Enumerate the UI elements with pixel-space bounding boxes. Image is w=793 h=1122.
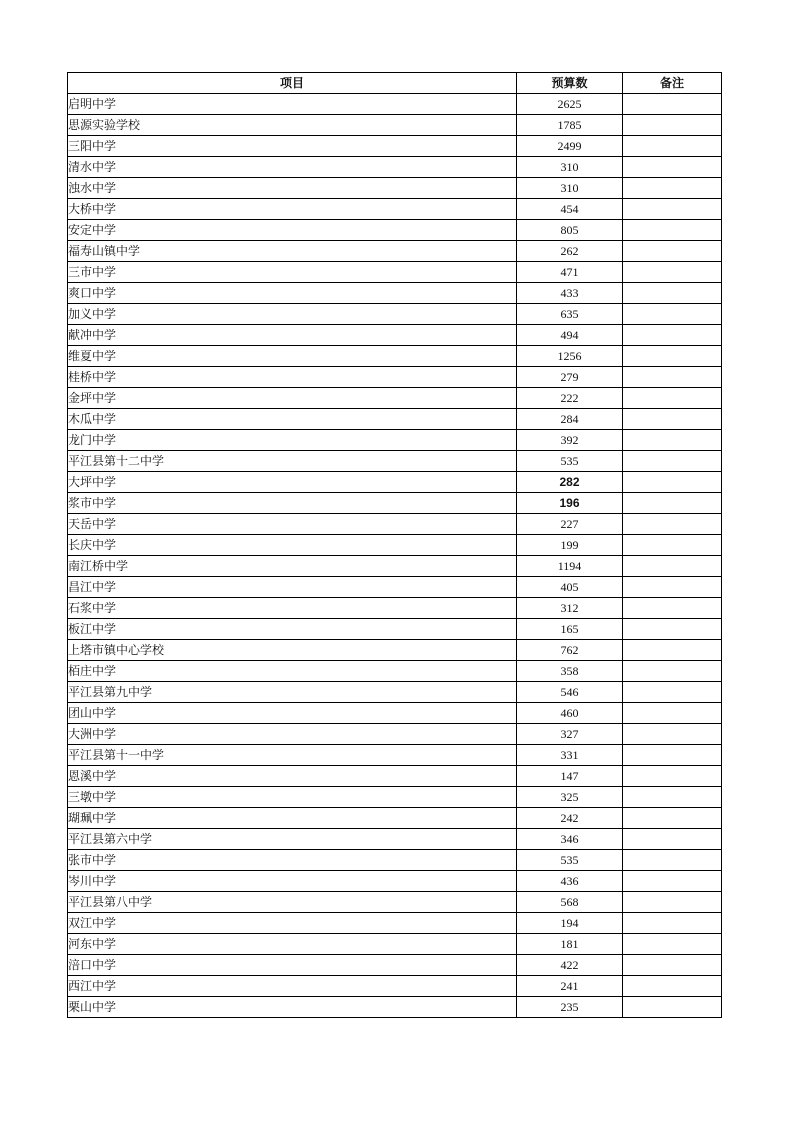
remark-cell xyxy=(623,766,722,787)
school-name-cell: 双江中学 xyxy=(68,913,517,934)
table-row xyxy=(68,346,722,367)
table-row xyxy=(68,619,722,640)
remark-cell xyxy=(623,367,722,388)
table-body xyxy=(68,94,722,1018)
table-row xyxy=(68,808,722,829)
table-row xyxy=(68,913,722,934)
table-row xyxy=(68,640,722,661)
school-name-cell: 浆市中学 xyxy=(68,493,517,514)
table-header-row xyxy=(68,73,722,94)
table-row xyxy=(68,325,722,346)
table-row xyxy=(68,577,722,598)
budget-amount-cell: 346 xyxy=(517,829,623,850)
remark-cell xyxy=(623,430,722,451)
school-name-cell: 平江县第十一中学 xyxy=(68,745,517,766)
budget-amount-cell: 331 xyxy=(517,745,623,766)
table-row xyxy=(68,745,722,766)
budget-amount-cell: 279 xyxy=(517,367,623,388)
remark-cell xyxy=(623,892,722,913)
budget-amount-cell: 310 xyxy=(517,157,623,178)
table-row xyxy=(68,955,722,976)
budget-amount-cell: 327 xyxy=(517,724,623,745)
budget-amount-cell: 535 xyxy=(517,850,623,871)
remark-cell xyxy=(623,913,722,934)
school-name-cell: 桂桥中学 xyxy=(68,367,517,388)
budget-table xyxy=(67,72,722,1018)
table-row xyxy=(68,787,722,808)
table-row xyxy=(68,304,722,325)
budget-amount-cell: 282 xyxy=(517,472,623,493)
budget-amount-cell: 310 xyxy=(517,178,623,199)
budget-amount-cell: 635 xyxy=(517,304,623,325)
school-name-cell: 龙门中学 xyxy=(68,430,517,451)
table-row xyxy=(68,241,722,262)
table-row xyxy=(68,682,722,703)
remark-cell xyxy=(623,388,722,409)
table-row xyxy=(68,535,722,556)
remark-cell xyxy=(623,934,722,955)
table-row xyxy=(68,850,722,871)
table-row xyxy=(68,997,722,1018)
school-name-cell: 木瓜中学 xyxy=(68,409,517,430)
table-row xyxy=(68,556,722,577)
table-row xyxy=(68,976,722,997)
school-name-cell: 安定中学 xyxy=(68,220,517,241)
budget-amount-cell: 568 xyxy=(517,892,623,913)
budget-amount-cell: 325 xyxy=(517,787,623,808)
school-name-cell: 上塔市镇中心学校 xyxy=(68,640,517,661)
school-name-cell: 石浆中学 xyxy=(68,598,517,619)
remark-cell xyxy=(623,178,722,199)
budget-amount-cell: 405 xyxy=(517,577,623,598)
school-name-cell: 团山中学 xyxy=(68,703,517,724)
remark-cell xyxy=(623,115,722,136)
remark-cell xyxy=(623,472,722,493)
table-row xyxy=(68,283,722,304)
remark-cell xyxy=(623,703,722,724)
school-name-cell: 板江中学 xyxy=(68,619,517,640)
remark-cell xyxy=(623,808,722,829)
school-name-cell: 平江县第六中学 xyxy=(68,829,517,850)
remark-cell xyxy=(623,535,722,556)
header-remark: 备注 xyxy=(623,73,722,94)
remark-cell xyxy=(623,556,722,577)
budget-amount-cell: 436 xyxy=(517,871,623,892)
school-name-cell: 思源实验学校 xyxy=(68,115,517,136)
school-name-cell: 栗山中学 xyxy=(68,997,517,1018)
table-row xyxy=(68,661,722,682)
table-row xyxy=(68,766,722,787)
school-name-cell: 大洲中学 xyxy=(68,724,517,745)
school-name-cell: 献冲中学 xyxy=(68,325,517,346)
school-name-cell: 启明中学 xyxy=(68,94,517,115)
remark-cell xyxy=(623,304,722,325)
budget-amount-cell: 762 xyxy=(517,640,623,661)
remark-cell xyxy=(623,220,722,241)
table-row xyxy=(68,703,722,724)
school-name-cell: 岑川中学 xyxy=(68,871,517,892)
remark-cell xyxy=(623,598,722,619)
school-name-cell: 昌江中学 xyxy=(68,577,517,598)
budget-amount-cell: 222 xyxy=(517,388,623,409)
remark-cell xyxy=(623,241,722,262)
budget-amount-cell: 181 xyxy=(517,934,623,955)
remark-cell xyxy=(623,745,722,766)
budget-amount-cell: 2625 xyxy=(517,94,623,115)
table-row xyxy=(68,598,722,619)
table-row xyxy=(68,94,722,115)
table-row xyxy=(68,178,722,199)
school-name-cell: 平江县第十二中学 xyxy=(68,451,517,472)
remark-cell xyxy=(623,262,722,283)
remark-cell xyxy=(623,955,722,976)
table-row xyxy=(68,430,722,451)
table-row xyxy=(68,514,722,535)
school-name-cell: 瑚珮中学 xyxy=(68,808,517,829)
table-row xyxy=(68,115,722,136)
school-name-cell: 张市中学 xyxy=(68,850,517,871)
budget-amount-cell: 242 xyxy=(517,808,623,829)
school-name-cell: 爽口中学 xyxy=(68,283,517,304)
budget-amount-cell: 262 xyxy=(517,241,623,262)
budget-amount-cell: 1194 xyxy=(517,556,623,577)
remark-cell xyxy=(623,346,722,367)
budget-amount-cell: 546 xyxy=(517,682,623,703)
table-row xyxy=(68,367,722,388)
table-row xyxy=(68,934,722,955)
school-name-cell: 三阳中学 xyxy=(68,136,517,157)
budget-amount-cell: 194 xyxy=(517,913,623,934)
school-name-cell: 大坪中学 xyxy=(68,472,517,493)
budget-amount-cell: 147 xyxy=(517,766,623,787)
table-row xyxy=(68,157,722,178)
school-name-cell: 清水中学 xyxy=(68,157,517,178)
school-name-cell: 长庆中学 xyxy=(68,535,517,556)
remark-cell xyxy=(623,514,722,535)
budget-amount-cell: 227 xyxy=(517,514,623,535)
table-row xyxy=(68,493,722,514)
table-row xyxy=(68,388,722,409)
budget-amount-cell: 2499 xyxy=(517,136,623,157)
budget-amount-cell: 165 xyxy=(517,619,623,640)
school-name-cell: 维夏中学 xyxy=(68,346,517,367)
school-name-cell: 河东中学 xyxy=(68,934,517,955)
budget-amount-cell: 433 xyxy=(517,283,623,304)
school-name-cell: 涪口中学 xyxy=(68,955,517,976)
budget-amount-cell: 805 xyxy=(517,220,623,241)
school-name-cell: 恩溪中学 xyxy=(68,766,517,787)
budget-amount-cell: 196 xyxy=(517,493,623,514)
budget-amount-cell: 422 xyxy=(517,955,623,976)
school-name-cell: 浊水中学 xyxy=(68,178,517,199)
school-name-cell: 大桥中学 xyxy=(68,199,517,220)
budget-amount-cell: 535 xyxy=(517,451,623,472)
table-row xyxy=(68,472,722,493)
remark-cell xyxy=(623,724,722,745)
remark-cell xyxy=(623,283,722,304)
table-row xyxy=(68,136,722,157)
budget-amount-cell: 241 xyxy=(517,976,623,997)
header-item: 项目 xyxy=(68,73,517,94)
school-name-cell: 三市中学 xyxy=(68,262,517,283)
remark-cell xyxy=(623,325,722,346)
budget-amount-cell: 1256 xyxy=(517,346,623,367)
budget-amount-cell: 454 xyxy=(517,199,623,220)
budget-amount-cell: 392 xyxy=(517,430,623,451)
budget-amount-cell: 312 xyxy=(517,598,623,619)
remark-cell xyxy=(623,619,722,640)
remark-cell xyxy=(623,661,722,682)
table-row xyxy=(68,220,722,241)
school-name-cell: 三墩中学 xyxy=(68,787,517,808)
remark-cell xyxy=(623,493,722,514)
table-row xyxy=(68,892,722,913)
school-name-cell: 加义中学 xyxy=(68,304,517,325)
remark-cell xyxy=(623,409,722,430)
remark-cell xyxy=(623,829,722,850)
budget-amount-cell: 471 xyxy=(517,262,623,283)
table-row xyxy=(68,262,722,283)
remark-cell xyxy=(623,577,722,598)
budget-amount-cell: 358 xyxy=(517,661,623,682)
school-name-cell: 南江桥中学 xyxy=(68,556,517,577)
remark-cell xyxy=(623,997,722,1018)
school-name-cell: 天岳中学 xyxy=(68,514,517,535)
remark-cell xyxy=(623,976,722,997)
remark-cell xyxy=(623,850,722,871)
remark-cell xyxy=(623,871,722,892)
remark-cell xyxy=(623,157,722,178)
remark-cell xyxy=(623,451,722,472)
table-row xyxy=(68,199,722,220)
budget-amount-cell: 235 xyxy=(517,997,623,1018)
remark-cell xyxy=(623,199,722,220)
remark-cell xyxy=(623,787,722,808)
school-name-cell: 平江县第九中学 xyxy=(68,682,517,703)
table-row xyxy=(68,871,722,892)
remark-cell xyxy=(623,640,722,661)
budget-amount-cell: 460 xyxy=(517,703,623,724)
school-name-cell: 西江中学 xyxy=(68,976,517,997)
header-budget: 预算数 xyxy=(517,73,623,94)
school-name-cell: 金坪中学 xyxy=(68,388,517,409)
budget-amount-cell: 1785 xyxy=(517,115,623,136)
table-row xyxy=(68,409,722,430)
school-name-cell: 福寿山镇中学 xyxy=(68,241,517,262)
school-name-cell: 平江县第八中学 xyxy=(68,892,517,913)
table-row xyxy=(68,724,722,745)
remark-cell xyxy=(623,682,722,703)
table-row xyxy=(68,451,722,472)
school-name-cell: 栢庄中学 xyxy=(68,661,517,682)
budget-amount-cell: 284 xyxy=(517,409,623,430)
budget-amount-cell: 199 xyxy=(517,535,623,556)
table-row xyxy=(68,829,722,850)
remark-cell xyxy=(623,136,722,157)
budget-amount-cell: 494 xyxy=(517,325,623,346)
remark-cell xyxy=(623,94,722,115)
